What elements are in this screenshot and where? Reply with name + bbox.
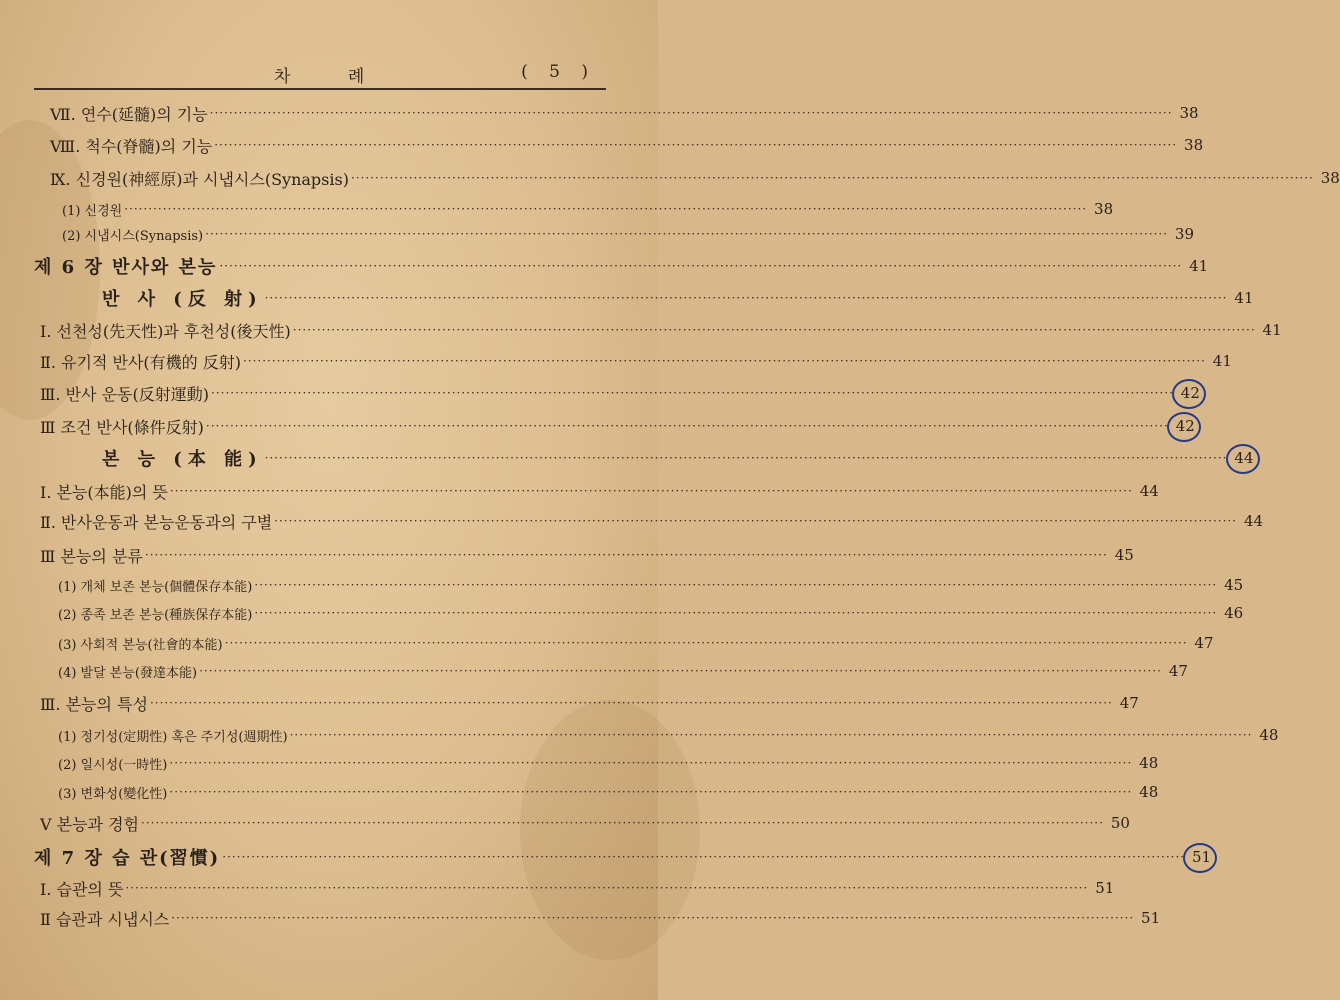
toc-entry [58,720,1279,750]
toc-entry-label: (2) 시냅시스(Synapsis) [62,228,204,244]
header-page-number: ( 5 ) [521,62,596,82]
toc-entry [40,378,1200,408]
toc-entry-page: 44 [1230,449,1254,467]
toc-entry [34,251,1209,281]
toc-entry-label: Ⅱ. 반사운동과 본능운동과의 구별 [40,512,273,532]
toc-entry [40,346,1232,376]
toc-entry-label: Ⅰ. 본능(本能)의 뜻 [40,482,168,502]
toc-entry-label: Ⅴ 본능과 경험 [40,814,140,834]
toc-entry-label: Ⅲ 본능의 분류 [40,546,143,566]
dot-leader: ········································································································································································································ [144,548,1108,562]
dot-leader: ········································································································································································································ [350,171,1314,185]
toc-entry-label: (1) 정기성(定期性) 혹은 주기성(週期性) [58,729,288,745]
toc-entry [40,808,1130,838]
dot-leader: ········································································································································································································ [274,514,1238,528]
dot-leader: ········································································································································································································ [205,227,1169,241]
toc-entry-label: Ⅰ. 습관의 뜻 [40,879,124,899]
toc-entry [40,873,1115,903]
toc-entry-label: Ⅸ. 신경원(神經原)과 시냅시스(Synapsis) [50,169,349,189]
toc-entry [58,777,1159,807]
dot-leader: ········································································································································································································ [169,484,1133,498]
toc-entry-page: 51 [1141,909,1161,927]
toc-entry-label: 본 능 (本 能) [102,449,263,470]
dot-leader: ········································································································································································································ [242,354,1206,368]
dot-leader: ········································································································································································································ [214,138,1178,152]
toc-entry-page: 38 [1094,200,1114,218]
toc-entry-label: Ⅷ. 척수(脊髓)의 기능 [50,136,213,156]
toc-entry [102,283,1254,313]
toc-entry [40,540,1134,570]
dot-leader: ········································································································································································································ [292,323,1256,337]
toc-entry [58,598,1244,628]
dot-leader: ········································································································································································································ [264,291,1228,305]
dot-leader: ········································································································································································································ [219,259,1183,273]
toc-entry-page: 38 [1320,169,1340,187]
dot-leader: ········································································································································································································ [124,202,1088,216]
toc-entry [40,506,1264,536]
dot-leader: ········································································································································································································ [289,728,1253,742]
dot-leader: ········································································································································································································ [171,911,1135,925]
toc-entry [58,628,1214,658]
toc-entry-label: (4) 발달 본능(發達本能) [58,665,198,681]
dot-leader: ········································································································································································································ [254,578,1218,592]
toc-entry [40,476,1159,506]
dot-leader: ········································································································································································································ [141,816,1104,830]
toc-entry-label: Ⅲ 조건 반사(條件反射) [40,417,204,437]
toc-entry-label: 제 6 장 반사와 본능 [34,257,218,278]
toc-entry [40,315,1282,345]
pen-circle-mark [1172,379,1206,409]
toc-entry-page: 45 [1224,576,1244,594]
toc-entry [40,903,1161,933]
toc-entry-page: 44 [1139,482,1159,500]
dot-leader: ········································································································································································································ [125,881,1089,895]
pen-circle-mark [1183,843,1217,873]
toc-entry-page: 41 [1212,352,1232,370]
toc-entry-page: 51 [1187,848,1211,866]
dot-leader: ········································································································································································································ [169,756,1133,770]
dot-leader: ········································································································································································································ [254,606,1218,620]
toc-entry-label: (2) 종족 보존 본능(種族保存本能) [58,607,253,623]
pen-circle-mark [1226,444,1260,474]
toc-entry [50,130,1204,160]
toc-entry-page: 42 [1171,417,1195,435]
dot-leader: ········································································································································································································ [222,850,1186,864]
toc-entry-label: Ⅶ. 연수(延髓)의 기능 [50,104,208,124]
dot-leader: ········································································································································································································ [205,419,1169,433]
toc-entry-label: Ⅲ. 반사 운동(反射運動) [40,384,209,404]
toc-entry-page: 41 [1262,321,1282,339]
toc-entry-page: 42 [1176,384,1200,402]
toc-entry-label: Ⅱ 습관과 시냅시스 [40,909,170,929]
dot-leader: ········································································································································································································ [149,696,1113,710]
toc-entry-page: 47 [1119,694,1139,712]
toc-entry [40,411,1195,441]
toc-entry-label: 제 7 장 습 관(習慣) [34,848,221,869]
toc-entry [62,219,1195,249]
toc-entry-label: (3) 변화성(變化性) [58,786,168,802]
toc-entry-label: (3) 사회적 본능(社會的本能) [58,637,223,653]
toc-entry-label: Ⅰ. 선천성(先天性)과 후천성(後天性) [40,321,291,341]
toc-entry-page: 38 [1184,136,1204,154]
toc-entry-page: 48 [1139,754,1159,772]
toc-entry [40,688,1139,718]
toc-entry [50,98,1199,128]
toc-entry-label: (1) 개체 보존 본능(個體保存本能) [58,579,253,595]
dot-leader: ········································································································································································································ [224,636,1188,650]
toc-entry-label: Ⅲ. 본능의 특성 [40,694,148,714]
toc-entry-page: 48 [1139,783,1159,801]
toc-entry [58,656,1188,686]
toc-entry-page: 38 [1179,104,1199,122]
toc-entry-page: 46 [1224,604,1244,622]
toc-entry [34,842,1212,872]
toc-entry-label: Ⅱ. 유기적 반사(有機的 反射) [40,352,241,372]
toc-entry-page: 41 [1189,257,1209,275]
toc-entry-page: 50 [1110,814,1130,832]
toc-entry-label: (2) 일시성(一時性) [58,757,168,773]
dot-leader: ········································································································································································································ [199,664,1162,678]
toc-entry-page: 44 [1243,512,1264,530]
dot-leader: ········································································································································································································ [169,785,1133,799]
header-title: 차 례 [274,67,391,87]
dot-leader: ········································································································································································································ [264,451,1228,465]
toc-entry-page: 51 [1095,879,1115,897]
dot-leader: ········································································································································································································ [211,386,1174,400]
toc-entry-page: 48 [1259,726,1279,744]
toc-entry-label: (1) 신경원 [62,203,123,219]
toc-entry [58,570,1244,600]
toc-entry-page: 47 [1194,634,1214,652]
toc-entry-page: 41 [1234,289,1254,307]
dot-leader: ········································································································································································································ [209,106,1173,120]
toc-entry [58,748,1159,778]
toc-entry-page: 45 [1114,546,1134,564]
toc-entry [102,443,1254,473]
header-rule [34,88,606,90]
toc-entry-page: 47 [1168,662,1188,680]
page-header [34,60,614,88]
toc-entry [50,163,1340,193]
pen-circle-mark [1167,412,1201,442]
toc-entry-page: 39 [1174,225,1195,243]
toc-entry-label: 반 사 (反 射) [102,289,263,310]
